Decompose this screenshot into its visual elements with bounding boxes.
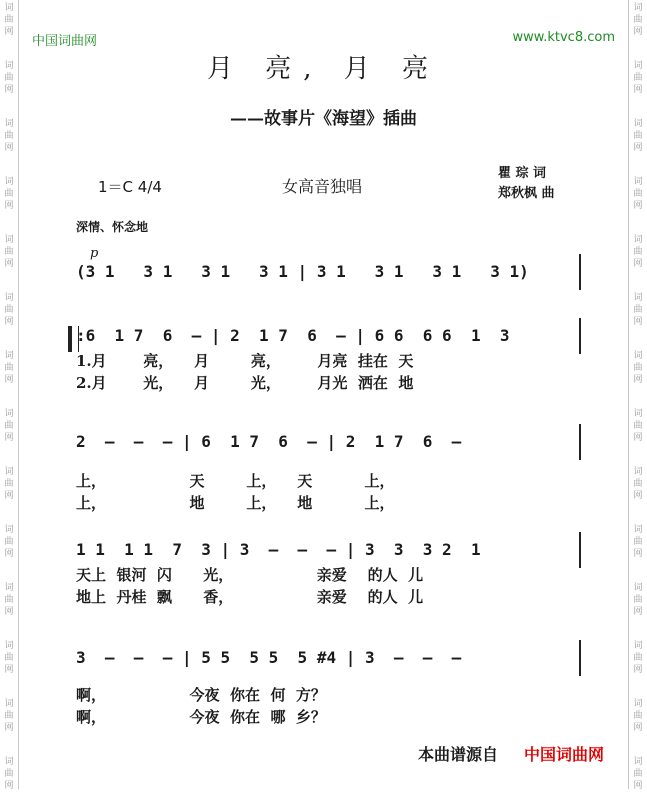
notation-line: (3 1 3 1 3 1 3 1 | 3 1 3 1 3 1 3 1) [76, 262, 529, 281]
watermark: 词 曲 网 [633, 61, 643, 95]
watermark: 词 曲 网 [633, 525, 643, 559]
site-name-left[interactable]: 中国词曲网 [32, 34, 98, 49]
key-signature: 1＝C 4/4 [98, 178, 162, 196]
watermark: 词 曲 网 [4, 177, 14, 211]
watermark: 词 曲 网 [4, 351, 14, 385]
final-barline [579, 254, 581, 290]
watermark: 词 曲 网 [4, 699, 14, 733]
lyric-verse-2: 上， 地 上， 地 上， [76, 494, 395, 512]
watermark: 词 曲 网 [633, 293, 643, 327]
lyric-verse-1: 上， 天 上， 天 上， [76, 472, 395, 490]
watermark: 词 曲 网 [4, 467, 14, 501]
score-system-4 [76, 644, 586, 728]
watermark: 词 曲 网 [4, 641, 14, 675]
watermark: 词 曲 网 [4, 525, 14, 559]
barline [579, 318, 581, 354]
source-site-link[interactable]: 中国词曲网 [524, 745, 605, 764]
barline [579, 640, 581, 676]
watermark: 词 曲 网 [4, 293, 14, 327]
lyric-verse-1: 天上 银河 闪 光， 亲爱 的人 儿 [76, 566, 424, 584]
watermark: 词 曲 网 [633, 583, 643, 617]
song-subtitle: ——故事片《海望》插曲 [230, 109, 417, 129]
watermark: 词 曲 网 [633, 467, 643, 501]
watermark: 词 曲 网 [4, 235, 14, 269]
watermark: 词 曲 网 [4, 583, 14, 617]
barline [579, 532, 581, 568]
dynamic-marking: p [90, 246, 99, 261]
watermark: 词 曲 网 [4, 757, 14, 791]
lyric-verse-2: 地上 丹桂 飘 香， 亲爱 的人 儿 [76, 588, 424, 606]
score-system-3 [76, 536, 586, 608]
source-label: 本曲谱源自 [418, 745, 499, 764]
barline [579, 424, 581, 460]
tempo-marking: 深情、怀念地 [76, 220, 149, 234]
watermark: 词 曲 网 [4, 61, 14, 95]
score-system-intro [76, 258, 586, 286]
lyric-verse-2: 啊， 今夜 你在 哪 乡？ [76, 708, 326, 726]
watermark: 词 曲 网 [633, 757, 643, 791]
watermark: 词 曲 网 [4, 409, 14, 443]
watermark: 词 曲 网 [4, 119, 14, 153]
watermark: 词 曲 网 [633, 177, 643, 211]
song-title: 月 亮, 月 亮 [206, 54, 441, 84]
watermark: 词 曲 网 [633, 699, 643, 733]
voice-part: 女高音独唱 [282, 177, 363, 196]
notation-line: 3 — — — | 5 5 5 5 5 #4 | 3 — — — [76, 648, 462, 667]
watermark: 词 曲 网 [633, 351, 643, 385]
notation-line: 1 1 1 1 7 3 | 3 — — — | 3 3 3 2 1 [76, 540, 481, 559]
lyric-verse-1: 1.月 亮， 月 亮， 月亮 挂在 天 [76, 352, 414, 370]
watermark: 词 曲 网 [633, 235, 643, 269]
watermark: 词 曲 网 [633, 119, 643, 153]
lyric-verse-1: 啊， 今夜 你在 何 方？ [76, 686, 326, 704]
score-system-2 [76, 428, 586, 514]
score-system-1 [76, 322, 586, 394]
lyricist-credit: 瞿 琮 词 [498, 166, 547, 181]
site-url-right[interactable]: www.ktvc8.com [512, 30, 615, 45]
lyric-verse-2: 2.月 光， 月 光， 月光 洒在 地 [76, 374, 414, 392]
watermark: 词 曲 网 [633, 3, 643, 37]
composer-credit: 郑秋枫 曲 [498, 186, 555, 201]
watermark: 词 曲 网 [633, 641, 643, 675]
notation-line: :6 1 7 6 — | 2 1 7 6 — | 6 6 6 6 1 3 [76, 326, 510, 345]
notation-line: 2 — — — | 6 1 7 6 — | 2 1 7 6 — [76, 432, 462, 451]
watermark: 词 曲 网 [633, 409, 643, 443]
watermark: 词 曲 网 [4, 3, 14, 37]
